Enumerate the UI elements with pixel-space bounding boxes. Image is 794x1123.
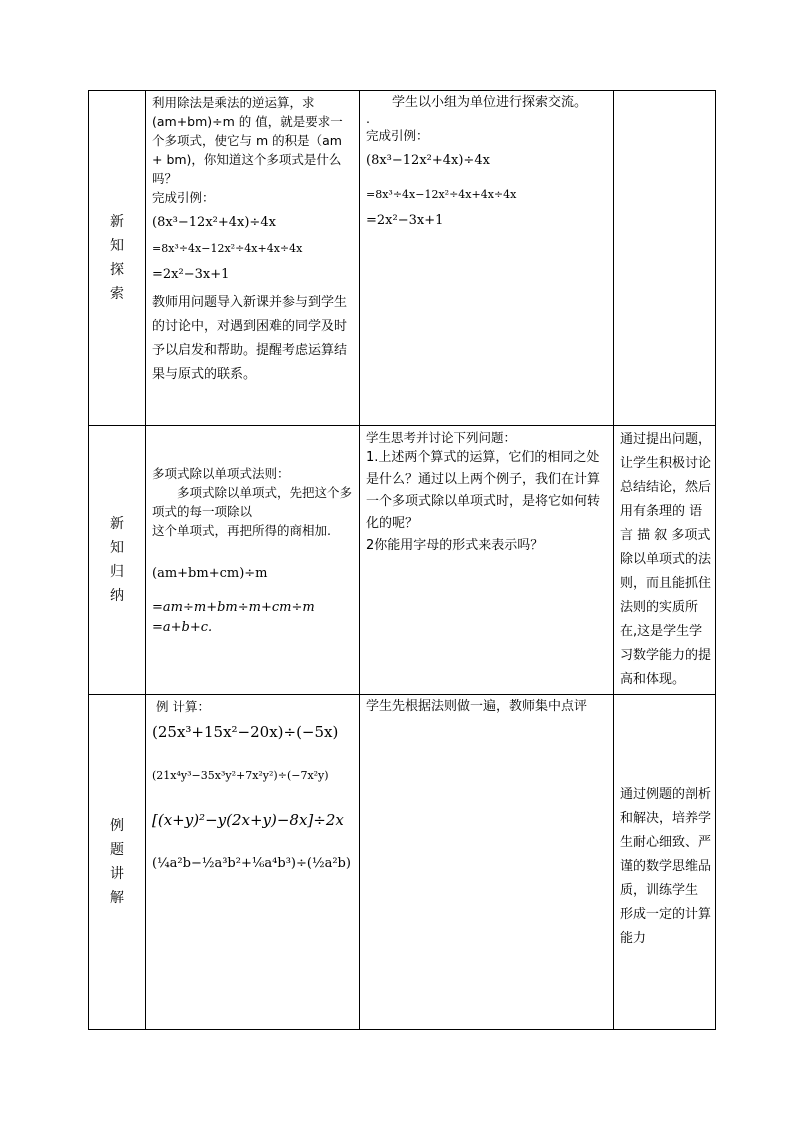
example-3: [(x+y)²−y(2x+y)−8x]÷2x — [152, 811, 344, 829]
row-label-cell — [89, 426, 146, 695]
explore-formula-line3: =2x²−3x+1 — [152, 267, 230, 282]
teacher-cell-summary — [146, 426, 360, 695]
explore-student-formula3: =2x²−3x+1 — [366, 213, 444, 228]
row-label-cell — [89, 91, 146, 426]
explore-student-formula2: =8x³÷4x−12x²÷4x+4x÷4x — [366, 188, 517, 201]
table-row-explore — [89, 91, 716, 426]
explore-formula-line2: =8x³÷4x−12x²÷4x+4x÷4x — [152, 242, 303, 255]
table-row-examples — [89, 695, 716, 1030]
student-question-intro: 学生思考并讨论下列问题： — [366, 430, 517, 445]
purpose-cell-summary — [614, 426, 716, 695]
row-label-summary: 新知归纳 — [110, 516, 124, 604]
explore-formula-line1: (8x³−12x²+4x)÷4x — [152, 215, 276, 230]
explore-purpose — [614, 91, 715, 95]
student-cell-examples — [360, 695, 614, 1030]
row-label-cell — [89, 695, 146, 1030]
explore-student-formula1: (8x³−12x²+4x)÷4x — [366, 153, 490, 168]
example-2: (21x⁴y³−35x³y²+7x²y²)÷(−7x²y) — [152, 769, 329, 782]
row-label-explore: 新知探索 — [110, 214, 124, 302]
teacher-cell-explore — [146, 91, 360, 426]
rule-text2: 这个单项式，再把所得的商相加. — [152, 523, 331, 538]
purpose-cell-explore — [614, 91, 716, 426]
example-1: (25x³+15x²−20x)÷(−5x) — [152, 723, 339, 741]
rule-formula1: (am+bm+cm)÷m — [152, 566, 268, 581]
rule-formula2: =am÷m+bm÷m+cm÷m — [152, 600, 315, 615]
explore-student-intro: 学生以小组为单位进行探索交流。 — [392, 95, 588, 110]
explore-intro: 利用除法是乘法的逆运算，求(am+bm)÷m 的 值，就是要求一个多项式，使它与 m 的积是（am + bm)，你知道这个多项式是什么吗？ — [152, 95, 343, 186]
student-question-2: 2你能用字母的形式来表示吗？ — [366, 538, 544, 553]
examples-title: 例 计算： — [156, 699, 210, 714]
explore-student-example-title: 完成引例： — [366, 128, 429, 143]
examples-student-text: 学生先根据法则做一遍，教师集中点评 — [366, 699, 588, 714]
lesson-plan-table — [88, 90, 716, 1030]
summary-purpose: 通过提出问题，让学生积极讨论总结结论，然后用有条理的 语 言 描 叙 多项式除以单项式的法则，而且能抓住法则的实质所在,这是学生学习数学能力的提高和体现。 — [620, 432, 712, 687]
examples-purpose: 通过例题的剖析和解决，培养学生耐心细致、严谨的数学思维品质，训练学生 形成一定的计算能力 — [620, 787, 712, 946]
row-label-examples: 例题讲解 — [110, 818, 124, 906]
example-4: (¼a²b−½a³b²+⅙a⁴b³)÷(½a²b) — [152, 856, 351, 871]
student-question-1: 1.上述两个算式的运算，它们的相同之处是什么？通过以上两个例子，我们在计算一个多项式除以单项式时，是将它如何转化的呢？ — [366, 450, 601, 531]
student-cell-summary — [360, 426, 614, 695]
table-row-summary — [89, 426, 716, 695]
student-cell-explore — [360, 91, 614, 426]
rule-title: 多项式除以单项式法则： — [152, 466, 290, 481]
purpose-cell-examples — [614, 695, 716, 1030]
explore-student-dot: . — [366, 111, 370, 126]
rule-text1: 多项式除以单项式，先把这个多项式的每一项除以 — [152, 485, 353, 519]
teacher-cell-examples — [146, 695, 360, 1030]
explore-teacher-note: 教师用问题导入新课并参与到学生的讨论中，对遇到困难的同学及时予以启发和帮助。提醒考虑运算结果与原式的联系。 — [152, 295, 348, 382]
rule-formula3: =a+b+c. — [152, 620, 213, 635]
explore-example-title: 完成引例： — [152, 190, 215, 205]
